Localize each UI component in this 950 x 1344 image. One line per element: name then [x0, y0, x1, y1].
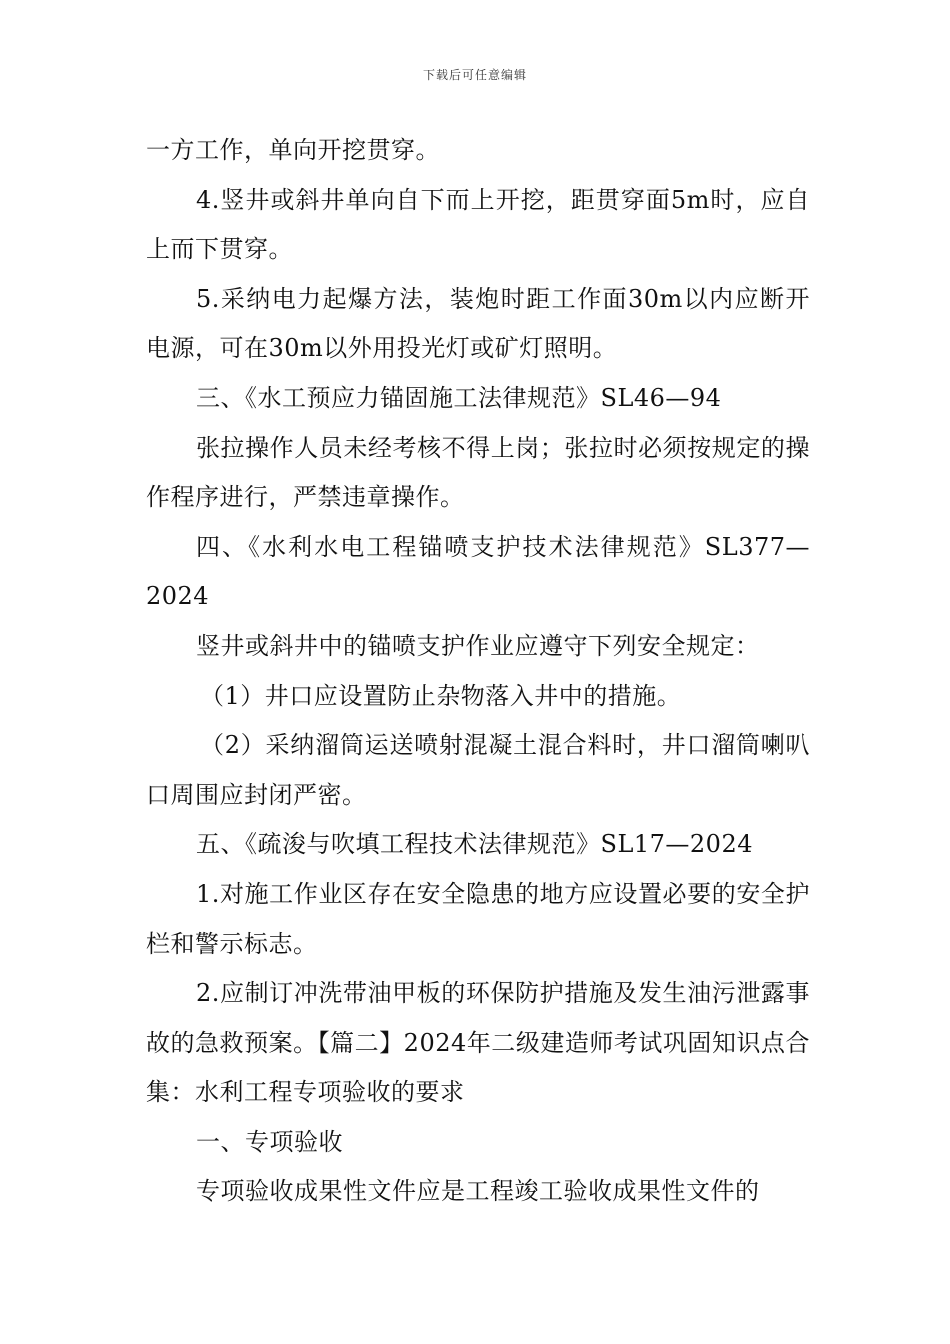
paragraph-2: 4.竖井或斜井单向自下而上开挖，距贯穿面5m时，应自上而下贯穿。	[146, 185, 810, 264]
paragraph-1: 一方工作，单向开挖贯穿。	[146, 136, 440, 164]
paragraph-14: 专项验收成果性文件应是工程竣工验收成果性文件的	[196, 1177, 760, 1206]
paragraph-9-list-item: （2）采纳溜筒运送喷射混凝土混合料时，井口溜筒喇叭口周围应封闭严密。	[146, 731, 810, 809]
document-body	[146, 126, 810, 1217]
paragraph-5: 张拉操作人员未经考核不得上岗；张拉时必须按规定的操作程序进行，严禁违章操作。	[146, 433, 810, 512]
page-header: 下载后可任意编辑	[422, 68, 527, 82]
paragraph-3: 5.采纳电力起爆方法，装炮时距工作面30m以内应断开电源，可在30m以外用投光灯或矿灯照明。	[146, 284, 810, 363]
paragraph-6-section-heading: 四、《水利水电工程锚喷支护技术法律规范》SL377—2024	[146, 532, 810, 611]
paragraph-4-section-heading: 三、《水工预应力锚固施工法律规范》SL46—94	[196, 383, 722, 412]
paragraph-8-list-item: （1）井口应设置防止杂物落入井中的措施。	[200, 681, 682, 710]
paragraph-7: 竖井或斜井中的锚喷支护作业应遵守下列安全规定：	[196, 631, 760, 660]
paragraph-12: 2.应制订冲洗带油甲板的环保防护措施及发生油污泄露事故的急救预案。【篇二】2024年二级建造师考试巩固知识点合集：水利工程专项验收的要求	[146, 979, 810, 1107]
paragraph-13-section-heading: 一、专项验收	[196, 1127, 343, 1156]
paragraph-10-section-heading: 五、《疏浚与吹填工程技术法律规范》SL17—2024	[196, 830, 753, 859]
paragraph-11: 1.对施工作业区存在安全隐患的地方应设置必要的安全护栏和警示标志。	[146, 879, 810, 958]
